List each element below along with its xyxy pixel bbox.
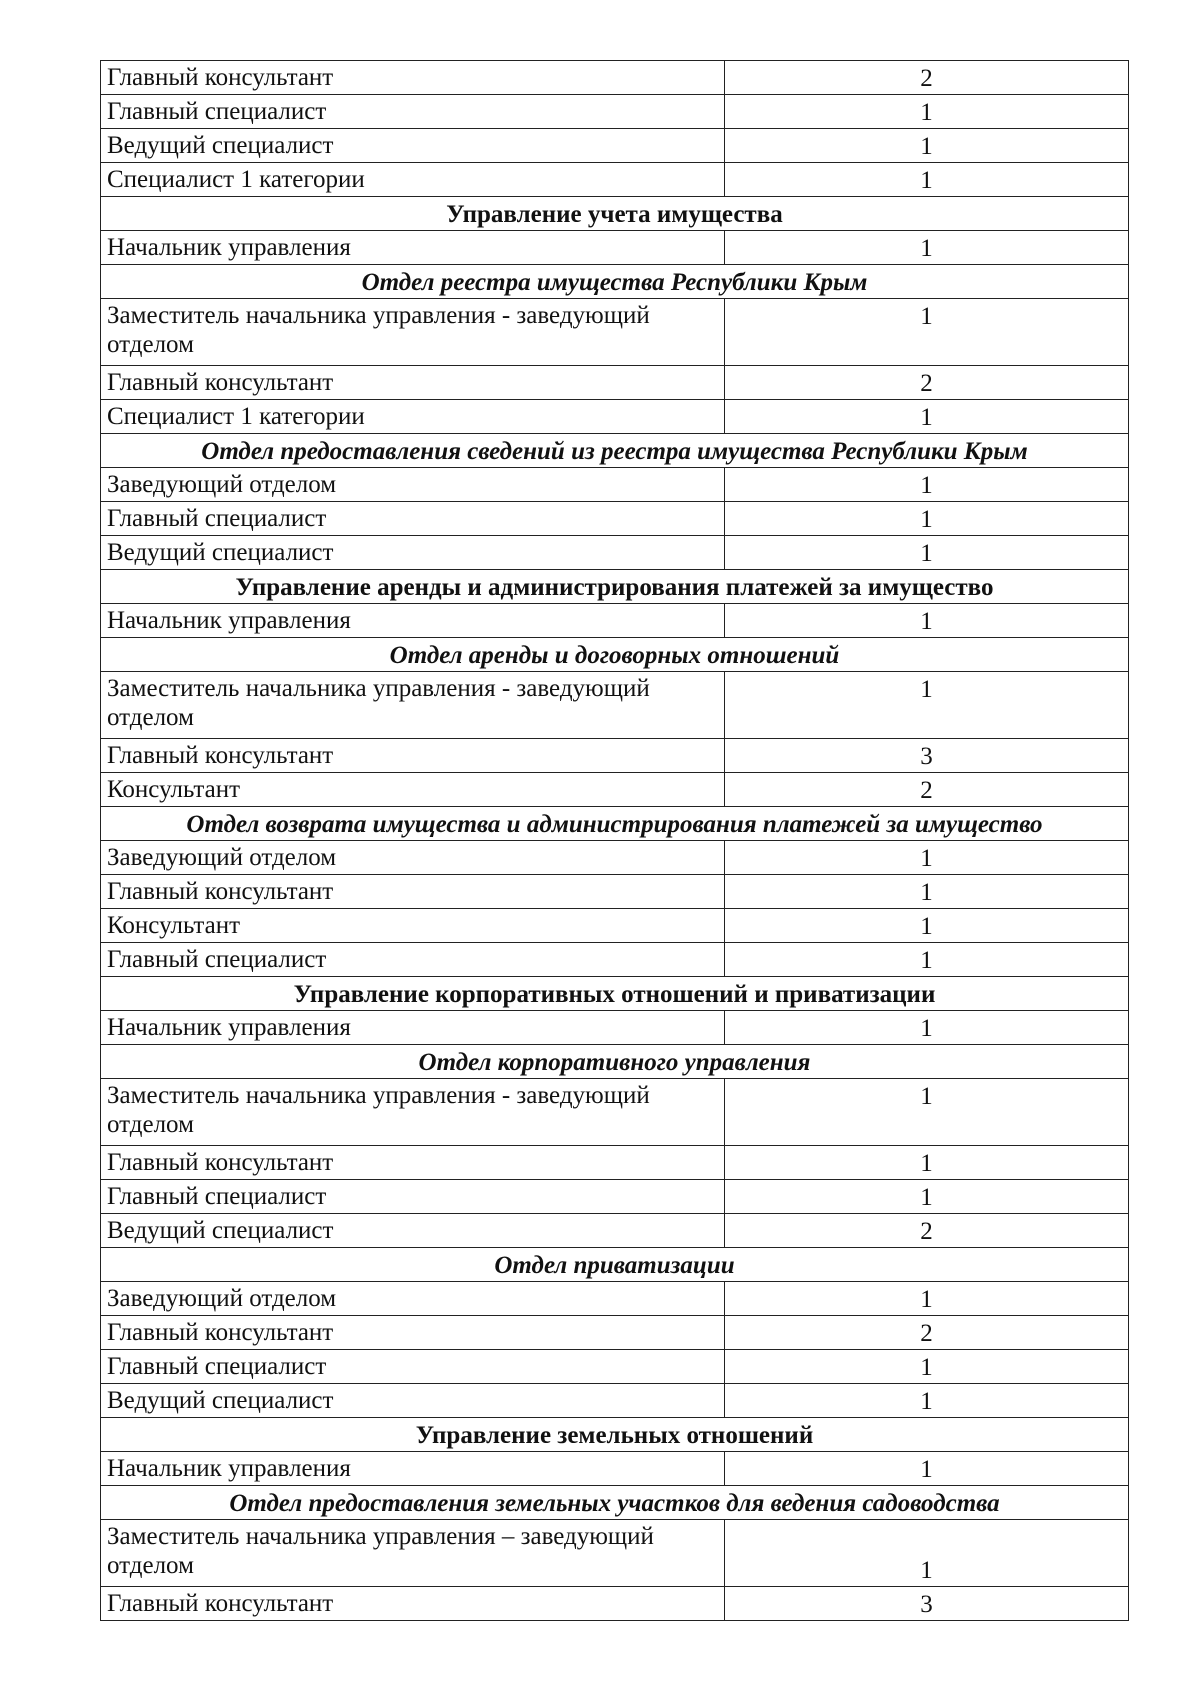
staff-count: 1 [725, 1282, 1129, 1316]
section-title: Управление корпоративных отношений и приватизации [101, 977, 1129, 1011]
staff-count: 1 [725, 1350, 1129, 1384]
subsection-title: Отдел аренды и договорных отношений [101, 638, 1129, 672]
position-title: Ведущий специалист [101, 536, 725, 570]
subsection-header-row [101, 1248, 1129, 1282]
staff-count: 1 [725, 1079, 1129, 1146]
staff-count: 1 [725, 536, 1129, 570]
position-title: Главный специалист [101, 95, 725, 129]
position-title: Главный специалист [101, 502, 725, 536]
table-row [101, 231, 1129, 265]
table-row [101, 1520, 1129, 1587]
staff-count: 1 [725, 875, 1129, 909]
section-header-row [101, 197, 1129, 231]
table-row [101, 502, 1129, 536]
position-title: Специалист 1 категории [101, 163, 725, 197]
staff-count: 2 [725, 61, 1129, 95]
position-title: Заведующий отделом [101, 1282, 725, 1316]
staff-count: 3 [725, 739, 1129, 773]
position-title: Главный специалист [101, 943, 725, 977]
table-row [101, 672, 1129, 739]
staff-count: 1 [725, 129, 1129, 163]
table-row [101, 1214, 1129, 1248]
table-row [101, 1316, 1129, 1350]
table-row [101, 739, 1129, 773]
position-title: Главный консультант [101, 1587, 725, 1621]
position-title: Начальник управления [101, 231, 725, 265]
staff-count: 1 [725, 943, 1129, 977]
staff-count: 2 [725, 366, 1129, 400]
position-title: Главный консультант [101, 1146, 725, 1180]
staff-count: 1 [725, 231, 1129, 265]
table-row [101, 95, 1129, 129]
staff-count: 1 [725, 1520, 1129, 1587]
position-title: Главный консультант [101, 61, 725, 95]
subsection-title: Отдел корпоративного управления [101, 1045, 1129, 1079]
position-title: Начальник управления [101, 1452, 725, 1486]
subsection-title: Отдел предоставления земельных участков для ведения садоводства [101, 1486, 1129, 1520]
position-title: Главный специалист [101, 1180, 725, 1214]
table-row [101, 773, 1129, 807]
staff-count: 1 [725, 1146, 1129, 1180]
table-row [101, 1011, 1129, 1045]
table-row [101, 468, 1129, 502]
position-title: Ведущий специалист [101, 129, 725, 163]
position-title: Специалист 1 категории [101, 400, 725, 434]
table-row [101, 366, 1129, 400]
table-row [101, 1452, 1129, 1486]
position-title: Консультант [101, 909, 725, 943]
subsection-header-row [101, 265, 1129, 299]
table-row [101, 841, 1129, 875]
position-title: Главный консультант [101, 739, 725, 773]
staff-count: 1 [725, 672, 1129, 739]
staff-count: 2 [725, 773, 1129, 807]
table-row [101, 400, 1129, 434]
table-row [101, 129, 1129, 163]
section-header-row [101, 977, 1129, 1011]
staff-count: 1 [725, 468, 1129, 502]
subsection-title: Отдел приватизации [101, 1248, 1129, 1282]
subsection-title: Отдел предоставления сведений из реестра имущества Республики Крым [101, 434, 1129, 468]
subsection-header-row [101, 1045, 1129, 1079]
subsection-header-row [101, 807, 1129, 841]
position-title: Ведущий специалист [101, 1384, 725, 1418]
table-row [101, 1146, 1129, 1180]
staff-count: 2 [725, 1214, 1129, 1248]
staff-count: 1 [725, 1180, 1129, 1214]
staff-count: 1 [725, 502, 1129, 536]
position-title: Заместитель начальника управления – заведующий отделом [101, 1520, 725, 1587]
section-title: Управление земельных отношений [101, 1418, 1129, 1452]
subsection-header-row [101, 638, 1129, 672]
table-row [101, 604, 1129, 638]
position-title: Главный консультант [101, 366, 725, 400]
table-row [101, 1350, 1129, 1384]
staff-count: 1 [725, 1384, 1129, 1418]
position-title: Главный специалист [101, 1350, 725, 1384]
staff-count: 3 [725, 1587, 1129, 1621]
position-title: Заместитель начальника управления - заведующий отделом [101, 672, 725, 739]
position-title: Главный консультант [101, 1316, 725, 1350]
position-title: Начальник управления [101, 604, 725, 638]
staff-count: 2 [725, 1316, 1129, 1350]
position-title: Заместитель начальника управления - заведующий отделом [101, 299, 725, 366]
staff-count: 1 [725, 841, 1129, 875]
position-title: Ведущий специалист [101, 1214, 725, 1248]
table-row [101, 1384, 1129, 1418]
table-row [101, 1079, 1129, 1146]
section-header-row [101, 1418, 1129, 1452]
table-row [101, 163, 1129, 197]
section-title: Управление учета имущества [101, 197, 1129, 231]
table-row [101, 299, 1129, 366]
staffing-table [100, 60, 1129, 1621]
table-row [101, 1282, 1129, 1316]
subsection-title: Отдел реестра имущества Республики Крым [101, 265, 1129, 299]
table-row [101, 536, 1129, 570]
staff-count: 1 [725, 95, 1129, 129]
position-title: Начальник управления [101, 1011, 725, 1045]
table-row [101, 61, 1129, 95]
subsection-header-row [101, 1486, 1129, 1520]
position-title: Главный консультант [101, 875, 725, 909]
table-row [101, 909, 1129, 943]
staff-count: 1 [725, 1452, 1129, 1486]
subsection-header-row [101, 434, 1129, 468]
staff-count: 1 [725, 909, 1129, 943]
position-title: Заместитель начальника управления - заведующий отделом [101, 1079, 725, 1146]
staff-count: 1 [725, 400, 1129, 434]
staff-count: 1 [725, 299, 1129, 366]
section-title: Управление аренды и администрирования платежей за имущество [101, 570, 1129, 604]
table-row [101, 875, 1129, 909]
subsection-title: Отдел возврата имущества и администрирования платежей за имущество [101, 807, 1129, 841]
position-title: Консультант [101, 773, 725, 807]
staff-count: 1 [725, 1011, 1129, 1045]
position-title: Заведующий отделом [101, 468, 725, 502]
table-row [101, 943, 1129, 977]
table-row [101, 1587, 1129, 1621]
staff-count: 1 [725, 163, 1129, 197]
table-row [101, 1180, 1129, 1214]
staff-count: 1 [725, 604, 1129, 638]
section-header-row [101, 570, 1129, 604]
position-title: Заведующий отделом [101, 841, 725, 875]
staffing-table-body [101, 61, 1129, 1621]
